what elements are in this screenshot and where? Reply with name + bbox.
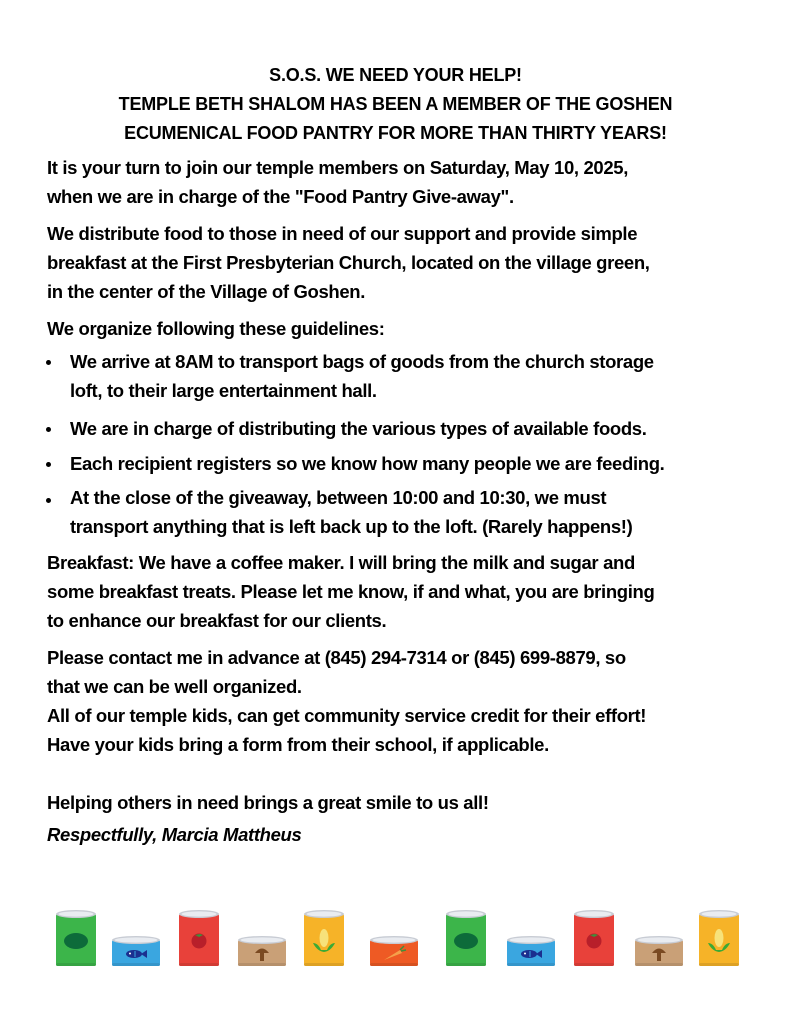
peas-can-icon bbox=[446, 910, 486, 966]
breakfast-line-2: some breakfast treats. Please let me know, if and what, you are bringing bbox=[47, 581, 655, 602]
tomato-can-icon bbox=[179, 910, 219, 966]
tomato-label-icon bbox=[587, 934, 602, 949]
contact-line-1: Please contact me in advance at (845) 294-7314 or (845) 699-8879, so bbox=[47, 647, 626, 668]
tomato-can-icon bbox=[574, 910, 614, 966]
headline-sos: S.O.S. WE NEED YOUR HELP! bbox=[269, 65, 522, 85]
breakfast-line-3: to enhance our breakfast for our clients. bbox=[47, 610, 387, 631]
guideline-text: transport anything that is left back up to the loft. (Rarely happens!) bbox=[70, 516, 633, 537]
kids-line-2: Have your kids bring a form from their school, if applicable. bbox=[47, 734, 549, 755]
kids-line-1: All of our temple kids, can get community service credit for their effort! bbox=[47, 705, 647, 726]
corn-can-icon bbox=[304, 910, 344, 966]
intro-line-1: It is your turn to join our temple members on Saturday, May 10, 2025, bbox=[47, 157, 629, 178]
breakfast-line-1: Breakfast: We have a coffee maker. I will bring the milk and sugar and bbox=[47, 552, 635, 573]
guideline-text: We arrive at 8AM to transport bags of goods from the church storage bbox=[70, 351, 654, 372]
guideline-text: We are in charge of distributing the various types of available foods. bbox=[70, 418, 647, 439]
headline-membership: TEMPLE BETH SHALOM HAS BEEN A MEMBER OF THE GOSHEN bbox=[118, 94, 673, 114]
carrot-can-icon bbox=[370, 936, 418, 966]
guidelines-intro: We organize following these guidelines: bbox=[47, 318, 385, 339]
mushroom-can-icon bbox=[635, 936, 683, 966]
guideline-text: Each recipient registers so we know how many people we are feeding. bbox=[70, 453, 665, 474]
headline-thirty-years: ECUMENICAL FOOD PANTRY FOR MORE THAN THIRTY YEARS! bbox=[124, 123, 667, 143]
peas-can-icon bbox=[56, 910, 96, 966]
corn-can-icon bbox=[699, 910, 739, 966]
distribute-line-1: We distribute food to those in need of our support and provide simple bbox=[47, 223, 638, 244]
tomato-label-icon bbox=[192, 934, 207, 949]
guideline-text: loft, to their large entertainment hall. bbox=[70, 380, 377, 401]
mushroom-can-icon bbox=[238, 936, 286, 966]
distribute-line-2: breakfast at the First Presbyterian Church, located on the village green, bbox=[47, 252, 650, 273]
signature: Respectfully, Marcia Mattheus bbox=[47, 824, 302, 845]
fish-can-icon bbox=[507, 936, 555, 966]
pea-label-icon bbox=[64, 933, 88, 949]
closing-line: Helping others in need brings a great smile to us all! bbox=[47, 792, 489, 813]
guideline-text: At the close of the giveaway, between 10:00 and 10:30, we must bbox=[70, 487, 607, 508]
pea-label-icon bbox=[454, 933, 478, 949]
distribute-line-3: in the center of the Village of Goshen. bbox=[47, 281, 366, 302]
contact-line-2: that we can be well organized. bbox=[47, 676, 302, 697]
intro-line-2: when we are in charge of the "Food Pantry Give-away". bbox=[47, 186, 514, 207]
fish-can-icon bbox=[112, 936, 160, 966]
